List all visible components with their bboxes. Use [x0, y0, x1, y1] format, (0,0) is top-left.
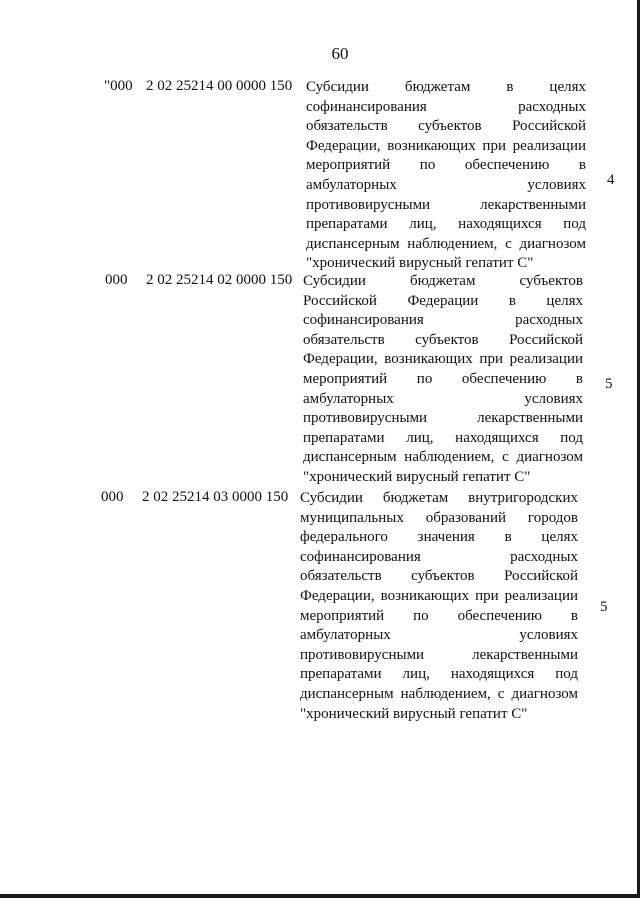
- description-line: препаратами лиц, находящихся под: [300, 666, 578, 683]
- classification-code: 2 02 25214 03 0000 150: [142, 489, 289, 505]
- description-line: амбулаторных условиях: [303, 390, 583, 407]
- classification-code: 2 02 25214 02 0000 150: [146, 272, 293, 288]
- amount-value: 4: [607, 172, 615, 188]
- description-line: Субсидии бюджетам в целях: [306, 79, 586, 95]
- description-line: противовирусными лекарственными: [306, 196, 586, 213]
- admin-code: "000: [104, 78, 133, 94]
- description-line: софинансирования расходных: [306, 98, 586, 115]
- description-line: противовирусными лекарственными: [300, 646, 578, 663]
- description-line: обязательств субъектов Российской: [306, 118, 586, 135]
- description-line: диспансерным наблюдением, с диагнозом: [303, 449, 583, 466]
- description-line: Федерации, возникающих при реализации: [303, 351, 583, 368]
- description-line: препаратами лиц, находящихся под: [306, 216, 586, 233]
- page-number: 60: [331, 44, 349, 63]
- row-description: [306, 78, 586, 274]
- row-description: [300, 489, 578, 724]
- description-line: софинансирования расходных: [300, 548, 578, 565]
- description-line: препаратами лиц, находящихся под: [303, 429, 583, 446]
- description-line: "хронический вирусный гепатит С": [303, 468, 531, 485]
- description-line: противовирусными лекарственными: [303, 410, 583, 427]
- description-line: муниципальных образований городов: [300, 509, 578, 526]
- description-line: мероприятий по обеспечению в: [303, 370, 583, 387]
- description-line: Субсидии бюджетам субъектов: [303, 273, 583, 289]
- description-line: амбулаторных условиях: [300, 627, 578, 644]
- classification-code: 2 02 25214 00 0000 150: [146, 78, 293, 94]
- description-line: мероприятий по обеспечению в: [306, 157, 586, 174]
- scan-edge-bottom: [0, 894, 640, 898]
- amount-value: 5: [600, 599, 608, 615]
- description-line: диспансерным наблюдением, с диагнозом: [300, 685, 578, 702]
- description-line: амбулаторных условиях: [306, 176, 586, 193]
- description-line: обязательств субъектов Российской: [300, 568, 578, 585]
- admin-code: 000: [105, 272, 128, 288]
- description-line: "хронический вирусный гепатит С": [300, 705, 528, 722]
- row-description: [303, 272, 583, 488]
- description-line: Российской Федерации в целях: [303, 292, 583, 309]
- description-line: мероприятий по обеспечению в: [300, 607, 578, 624]
- description-line: диспансерным наблюдением, с диагнозом: [306, 235, 586, 252]
- admin-code: 000: [101, 489, 124, 505]
- description-line: федерального значения в целях: [300, 529, 578, 546]
- description-line: обязательств субъектов Российской: [303, 331, 583, 348]
- description-line: Федерации, возникающих при реализации: [306, 137, 586, 154]
- description-line: "хронический вирусный гепатит С": [306, 255, 534, 272]
- description-line: софинансирования расходных: [303, 312, 583, 329]
- description-line: Федерации, возникающих при реализации: [300, 587, 578, 604]
- amount-value: 5: [605, 376, 613, 392]
- description-line: Субсидии бюджетам внутригородских: [300, 490, 578, 506]
